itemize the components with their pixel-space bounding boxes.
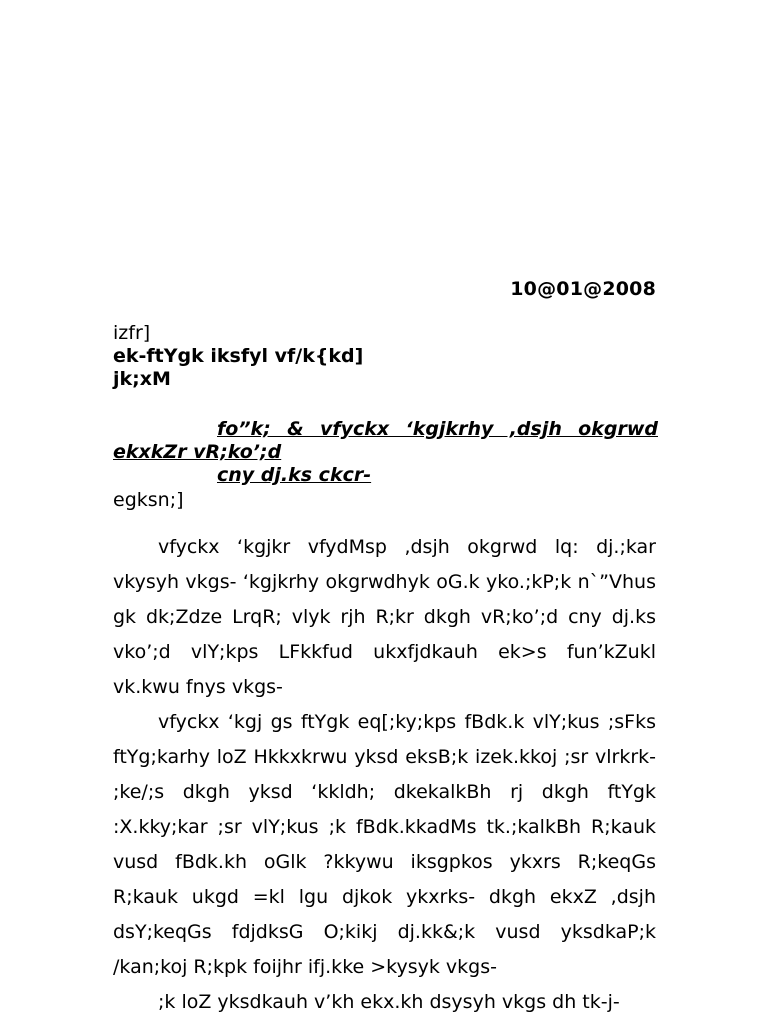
subject-block bbox=[113, 418, 658, 487]
address-place: jk;xM bbox=[113, 368, 171, 390]
body-paragraph-2: vfyckx ‘kgj gs ftYgk eq[;ky;kps fBdk.k vlY;kus ;sFks ftYg;karhy loZ Hkkxkrwu yksd eksB;k izek.kkoj ;sr vlrkrk- ;ke/;s dkgh yksd ‘kkldh; dkekalkBh rj dkgh ftYgk :X.kky;kar ;sr vlY;kus ;k fBdk.kkadMs tk.;kalkBh R;kauk vusd fBdk.kh oGlk ?kkywu iksgpkos ykxrs R;keqGs R;kauk ukgd =kl lgu djkok ykxrks- dkgh ekxZ ,dsjh dsY;keqGs fdjdksG O;kikj dj.kk&;k vusd yksdkaP;k /kan;koj R;kpk foijhr ifj.kke >kysyk vkgs- bbox=[113, 711, 656, 978]
address-block bbox=[113, 322, 363, 391]
letter-body bbox=[113, 530, 656, 1020]
subject-line-3: cny dj.ks ckcr- bbox=[217, 464, 372, 486]
address-recipient: ek-ftYgk iksfyl vf/k{kd] bbox=[113, 345, 364, 367]
letter-date: 10@01@2008 bbox=[510, 278, 656, 300]
body-paragraph-3: ;k loZ yksdkauh v’kh ekx.kh dsysyh vkgs dh tk-j- bbox=[158, 991, 620, 1013]
subject-line-2: ekxkZr vR;ko’;d bbox=[113, 441, 282, 463]
body-paragraph-1: vfyckx ‘kgjkr vfydMsp ,dsjh okgrwd lq: dj.;kar vkysyh vkgs- ‘kgjkrhy okgrwdhyk oG.k yko.;kP;k n`”Vhus gk dk;Zdze LrqR; vlyk rjh R;kr dkgh vR;ko’;d cny dj.ks vko’;d vlY;kps LFkkfud ukxfjdkauh ek>s fun’kZukl vk.kwu fnys vkgs- bbox=[113, 536, 656, 698]
address-to: izfr] bbox=[113, 322, 151, 344]
salutation: egksn;] bbox=[113, 489, 184, 511]
subject-line-1: fo”k; & vfyckx ‘kgjkrhy ,dsjh okgrwd bbox=[217, 418, 658, 440]
